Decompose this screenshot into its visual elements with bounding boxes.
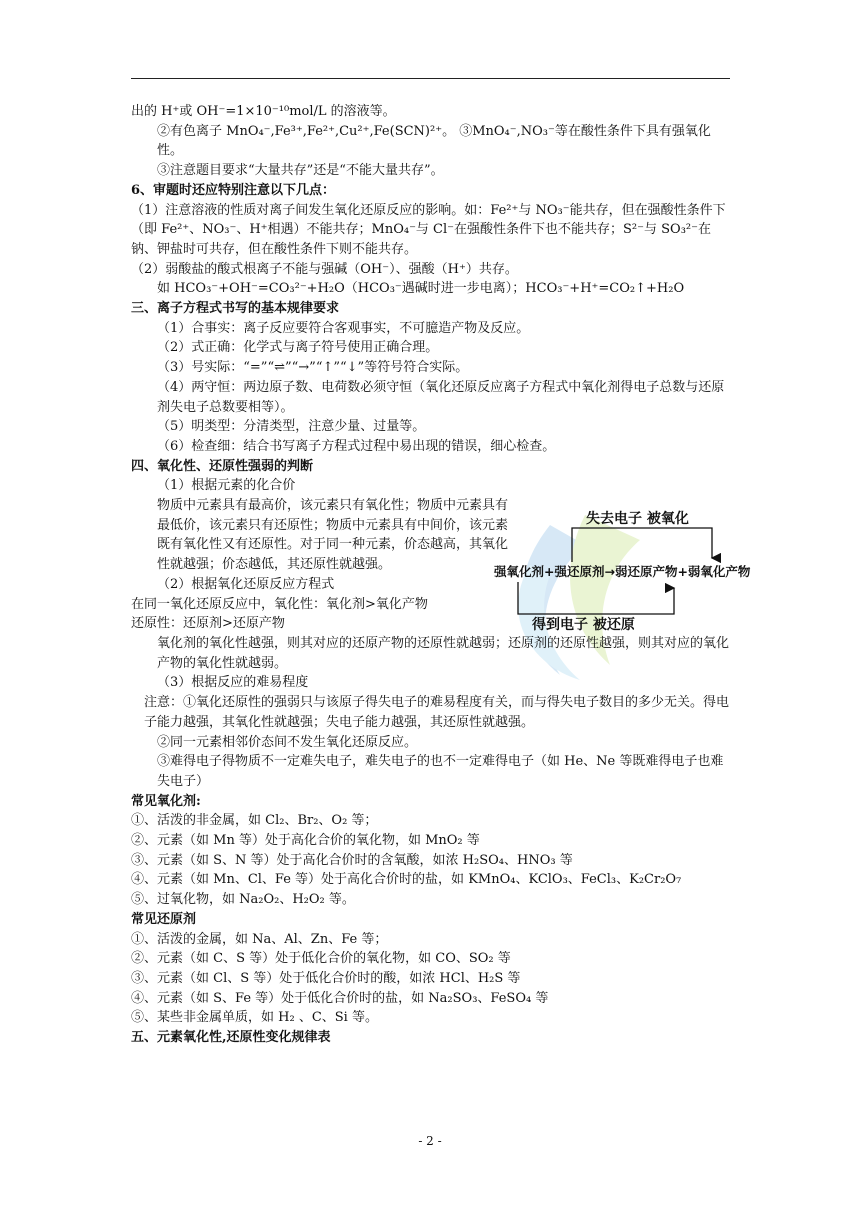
- text-line: 出的 H⁺或 OH⁻=1×10⁻¹⁰mol/L 的溶液等。: [131, 104, 396, 119]
- text-paragraph: （1）注意溶液的性质对离子间发生氧化还原反应的影响。如：Fe²⁺与 NO₃⁻能共存，但在强酸性条件下（即 Fe²⁺、NO₃⁻、H⁺相遇）不能共存；MnO₄⁻与 Cl⁻在强酸性条件下也不能共存；S²⁻与 SO₃²⁻在钠、钾盐时可共存，但在酸性条件下则不能共存。: [131, 202, 726, 257]
- section-heading: 常见还原剂: [131, 911, 197, 927]
- redox-diagram: [494, 506, 751, 634]
- note-line: ②同一元素相邻价态间不发生氧化还原反应。: [157, 734, 418, 750]
- subheading: （1）根据元素的化合价: [157, 478, 296, 494]
- list-item: ④、元素（如 S、Fe 等）处于低化合价时的盐，如 Na₂SO₃、FeSO₄ 等: [131, 990, 549, 1006]
- list-item: ⑤、过氧化物，如 Na₂O₂、H₂O₂ 等。: [131, 892, 355, 908]
- list-item: ②、元素（如 C、S 等）处于低化合价的氧化物，如 CO、SO₂ 等: [131, 951, 511, 967]
- oxidized-label: 失去电子 被氧化: [586, 511, 689, 527]
- reduced-label: 得到电子 被还原: [532, 617, 635, 633]
- page-number: - 2 -: [418, 1134, 442, 1148]
- note-paragraph: 注意：①氧化还原性的强弱只与该原子得失电子的难易程度有关，而与得失电子数目的多少无关。得电子能力越强，其氧化性就越强；失电子能力越强，其还原性就越强。: [144, 695, 730, 730]
- rule-item: （1）合事实：离子反应要符合客观事实，不可臆造产物及反应。: [157, 320, 530, 336]
- list-item: ⑤、某些非金属单质，如 H₂ 、C、Si 等。: [131, 1010, 378, 1026]
- rule-item: （2）式正确：化学式与离子符号使用正确合理。: [157, 340, 439, 356]
- section-heading: 五、元素氧化性,还原性变化规律表: [131, 1030, 331, 1046]
- rule-item: （3）号实际：“=”“⇌”“→”“↑”“↓”等符号符合实际。: [157, 360, 469, 376]
- list-item: ④、元素（如 Mn、Cl、Fe 等）处于高化合价时的盐，如 KMnO₄、KClO₃、FeCl₃、K₂Cr₂O₇: [131, 872, 682, 888]
- text-paragraph: 物质中元素具有最高价，该元素只有氧化性；物质中元素具有最低价，该元素只有还原性；物质中元素具有中间价，该元素既有氧化性又有还原性。对于同一种元素，价态越高，其氧化性就越强；价态越低，其还原性就越强。: [157, 498, 509, 573]
- list-item: ②、元素（如 Mn 等）处于高化合价的氧化物，如 MnO₂ 等: [131, 833, 480, 849]
- list-item: ③、元素（如 Cl、S 等）处于低化合价时的酸，如浓 HCl、H₂S 等: [131, 970, 521, 986]
- header-rule: [131, 78, 730, 79]
- text-paragraph: 氧化剂的氧化性越强，则其对应的还原产物的还原性就越弱；还原剂的还原性越强，则其对应的氧化产物的氧化性就越弱。: [157, 635, 730, 671]
- section-heading: 6、审题时还应特别注意以下几点：: [131, 182, 336, 198]
- rule-item: （6）检查细：结合书写离子方程式过程中易出现的错误，细心检查。: [157, 438, 556, 454]
- subheading: （2）根据氧化还原反应方程式: [157, 576, 335, 592]
- section-heading: 四、氧化性、还原性强弱的判断: [131, 458, 314, 474]
- text-line: ③注意题目要求“大量共存”还是“不能大量共存”。: [157, 163, 444, 179]
- list-item: ①、活泼的非金属，如 Cl₂、Br₂、O₂ 等；: [131, 813, 378, 829]
- text-line: （2）弱酸盐的酸式根离子不能与强碱（OH⁻）、强酸（H⁺）共存。: [131, 261, 518, 277]
- text-line: 在同一氧化还原反应中，氧化性：氧化剂>氧化产物: [131, 596, 428, 612]
- rule-item: （4）两守恒：两边原子数、电荷数必须守恒（氧化还原反应离子方程式中氧化剂得电子总数与还原剂失电子总数要相等）。: [157, 379, 725, 415]
- list-item: ③、元素（如 S、N 等）处于高化合价时的含氧酸，如浓 H₂SO₄、HNO₃ 等: [131, 852, 573, 868]
- text-line: ②有色离子 MnO₄⁻,Fe³⁺,Fe²⁺,Cu²⁺,Fe(SCN)²⁺。 ③MnO₄⁻,NO₃⁻等在酸性条件下具有强氧化性。: [157, 123, 711, 159]
- text-line: 还原性：还原剂>还原产物: [131, 616, 285, 632]
- text-line: 如 HCO₃⁻+OH⁻=CO₃²⁻+H₂O（HCO₃⁻遇碱时进一步电离）；HCO₃⁻+H⁺=CO₂↑+H₂O: [157, 281, 685, 297]
- section-heading: 常见氧化剂:: [131, 793, 201, 809]
- redox-equation: 强氧化剂+强还原剂→弱还原产物+弱氧化产物: [494, 564, 751, 579]
- note-paragraph: ③难得电子得物质不一定难失电子，难失电子的也不一定难得电子（如 He、Ne 等既难得电子也难失电子）: [157, 754, 724, 789]
- section-heading: 三、离子方程式书写的基本规律要求: [131, 301, 340, 317]
- rule-item: （5）明类型：分清类型，注意少量、过量等。: [157, 419, 426, 435]
- subheading: （3）根据反应的难易程度: [157, 675, 309, 691]
- list-item: ①、活泼的金属，如 Na、Al、Zn、Fe 等；: [131, 931, 388, 947]
